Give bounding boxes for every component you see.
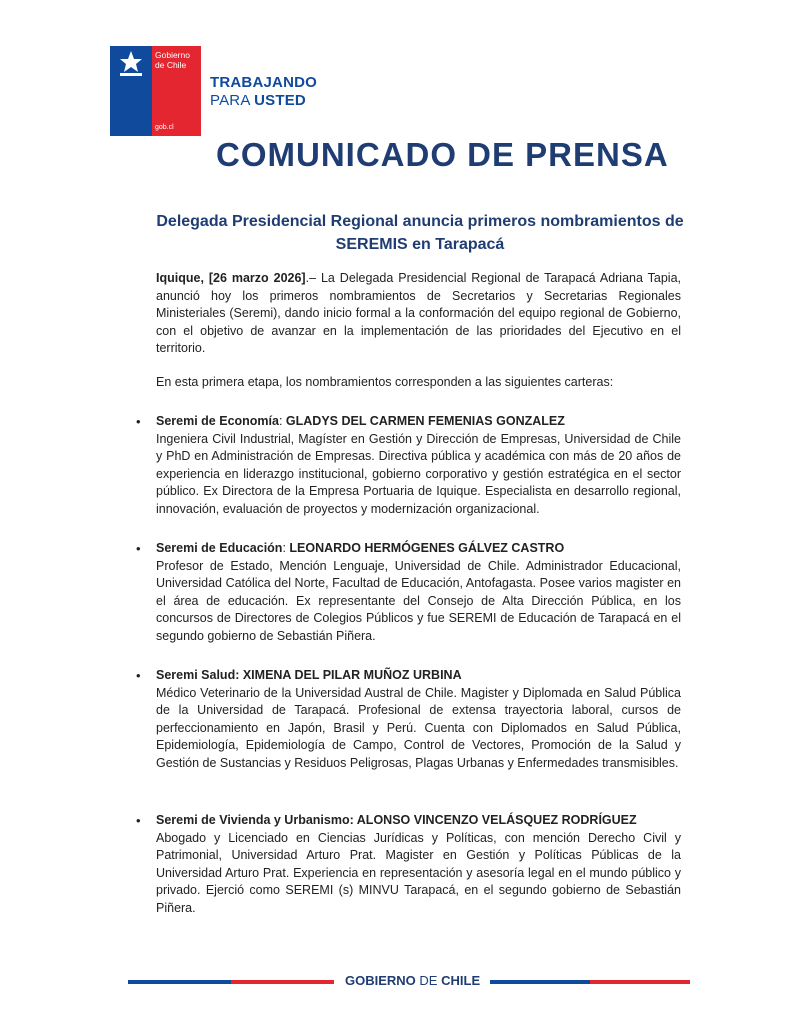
footer-stripe-right	[490, 980, 690, 984]
coat-of-arms-icon	[114, 48, 148, 80]
dateline: Iquique, [26 marzo 2026]	[156, 271, 306, 285]
appointment-item	[136, 413, 681, 518]
appointment-bio: Profesor de Estado, Mención Lenguaje, Universidad de Chile. Administrador Educacional, Universidad Católica del Norte, Facultad de Educación, Antofagasta. Posee varios magister en el área de educación. Ex representante del Consejo de Alta Dirección Pública, en los concursos de Directores de Colegios Públicos y fue SEREMI de Educación de Tarapacá en el segundo gobierno de Sebastián Piñera.	[156, 558, 681, 643]
press-body	[136, 270, 682, 917]
intro-list-lead: En esta primera etapa, los nombramientos corresponden a las siguientes carteras:	[156, 374, 614, 389]
appointment-bio: Ingeniera Civil Industrial, Magíster en Gestión y Dirección de Empresas, Universidad de Chile y PhD en Administración de Empresas. Directiva pública y académica con más de 20 años de experiencia en liderazgo institucional, gobierno corporativo y gestión estratégica en el sector público. Ex Directora de la Empresa Portuaria de Iquique. Especialista en desarrollo regional, innovación, evaluación de proyectos y modernización organizacional.	[156, 431, 681, 516]
appointment-bio: Abogado y Licenciado en Ciencias Jurídicas y Políticas, con mención Derecho Civil y Patrimonial, Universidad Arturo Prat. Magister en Gestión y Políticas Públicas de la Universidad Arturo Prat. Experiencia en representación y asesoría legal en el mundo público y privado. Ejerció como SEREMI (s) MINVU Tarapacá, en el segundo gobierno de Sebastián Piñera.	[156, 830, 681, 915]
appointment-title: Seremi Salud: XIMENA DEL PILAR MUÑOZ URBINA	[156, 668, 462, 682]
bullet: •	[136, 414, 141, 429]
appointment-bio: Médico Veterinario de la Universidad Austral de Chile. Magister y Diplomada en Salud Pública de la Universidad de Tarapacá. Profesional de extensa trayectoria laboral, cursos de perfeccionamiento en Japón, Brasil y Perú. Cuenta con Diplomados en Salud Pública, Epidemiología, Epidemiología de Campo, Control de Vectores, Promoción de la Salud y Gestión de Sustancias y Residuos Peligrosas, Plagas Urbanas y Enfermedades transmisibles.	[156, 685, 681, 770]
appointment-title: Seremi de Educación: LEONARDO HERMÓGENES GÁLVEZ CASTRO	[156, 541, 565, 555]
press-headline: Delegada Presidencial Regional anuncia primeros nombramientos de SEREMIS en Tarapacá	[156, 213, 684, 253]
appointment-item	[136, 667, 681, 772]
appointment-item	[136, 812, 681, 917]
appointment-item	[136, 540, 681, 645]
logo-name: Gobierno de Chile	[155, 50, 190, 70]
appointment-title: Seremi de Economía: GLADYS DEL CARMEN FEMENIAS GONZALEZ	[156, 414, 565, 428]
bullet: •	[136, 541, 141, 556]
bullet: •	[136, 813, 141, 828]
logo-url: gob.cl	[155, 124, 174, 131]
footer-brand: GOBIERNO DE CHILE	[345, 973, 481, 988]
intro-paragraph: Iquique, [26 marzo 2026].– La Delegada Presidencial Regional de Tarapacá Adriana Tapia, anunció hoy los primeros nombramientos de Secretarios y Secretarias Regionales Ministeriales (Seremi), dando inicio formal a la conformación del equipo regional de Gobierno, con el objetivo de avanzar en la implementación de las prioridades del Ejecutivo en el territorio.	[156, 271, 682, 355]
slogan-line2: PARA USTED	[210, 92, 306, 109]
appointment-title: Seremi de Vivienda y Urbanismo: ALONSO VINCENZO VELÁSQUEZ RODRÍGUEZ	[156, 813, 637, 827]
bullet: •	[136, 668, 141, 683]
footer-stripe-left	[128, 980, 334, 984]
page-title: COMUNICADO DE PRENSA	[216, 136, 669, 173]
slogan-line1: TRABAJANDO	[210, 74, 317, 91]
